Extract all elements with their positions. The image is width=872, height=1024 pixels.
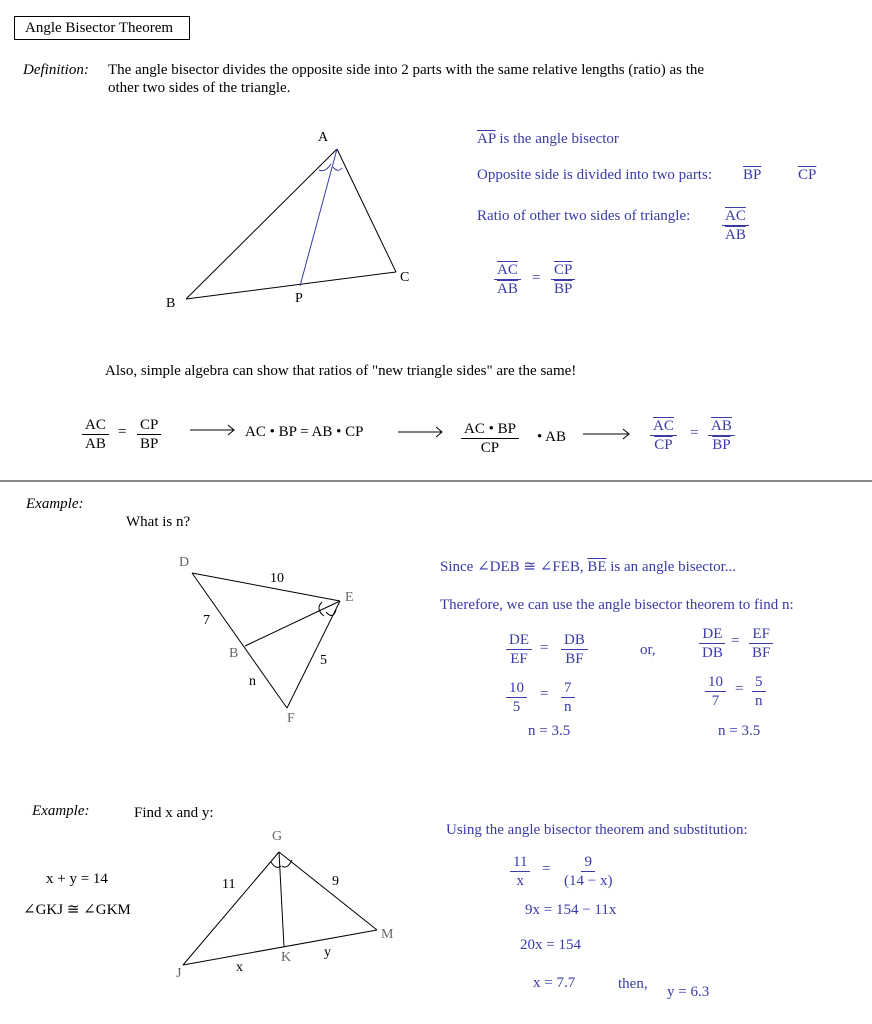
opposite-side-note: Opposite side is divided into two parts: xyxy=(477,167,712,183)
vertex-b2-label: B xyxy=(229,646,239,661)
ex1-eq3-right-den: BF xyxy=(752,645,771,661)
angle-icon: ∠ xyxy=(539,559,553,575)
ex1-eq1-left xyxy=(506,631,532,668)
ex2-equals: = xyxy=(542,861,551,877)
side-x-label: x xyxy=(236,960,243,975)
bisector-note xyxy=(477,131,619,148)
seg-ap: $\overline{AP}$ xyxy=(477,131,496,147)
eq1-equals: = xyxy=(532,270,541,286)
ex1-eq1-right xyxy=(561,631,588,668)
alg-f4 xyxy=(650,417,677,454)
alg-f1-num: AC xyxy=(82,416,109,435)
example2-question: Find x and y: xyxy=(134,805,214,821)
vertex-m-label: M xyxy=(381,927,394,942)
ex1-answer2: n = 3.5 xyxy=(718,723,761,739)
vertex-d-label: D xyxy=(179,555,190,570)
page-title-text: Angle Bisector Theorem xyxy=(25,20,174,36)
seg-be: $\overline{BE}$ xyxy=(587,559,607,575)
ex1-eq4-right xyxy=(752,673,766,710)
given-sum: x + y = 14 xyxy=(46,871,108,887)
vertex-a-label: A xyxy=(318,130,329,145)
congruent-icon: ≅ xyxy=(66,902,80,918)
ex1-eq4-left xyxy=(705,673,726,710)
alg-f1r xyxy=(137,416,161,453)
section-divider xyxy=(0,480,872,482)
ex1-eq1-left-den: EF xyxy=(510,651,528,667)
alg-f1r-den: BP xyxy=(140,436,159,452)
eq1-right-num: $\overline{CP}$ xyxy=(551,261,575,280)
angle-icon: ∠ xyxy=(83,902,96,918)
vertex-b-label: B xyxy=(166,296,176,311)
example1-label: Example: xyxy=(26,496,84,512)
ex1-eq3-left-num: DE xyxy=(699,625,725,644)
ex1-eq2-left xyxy=(506,679,527,716)
angle-feb: FEB, xyxy=(552,559,584,575)
using-statement: Using the angle bisector theorem and substitution: xyxy=(446,822,748,838)
ex2-answer: y = 6.3 xyxy=(667,984,710,1000)
eq1-left-den: AB xyxy=(497,281,518,297)
side-gj-label: 11 xyxy=(222,877,236,892)
congruent-icon: ≅ xyxy=(523,559,536,575)
therefore-statement: Therefore, we can use the angle bisector theorem to find n: xyxy=(440,597,794,613)
ex1-eq1-equals: = xyxy=(540,640,549,656)
alg-f4r-num: $\overline{AB}$ xyxy=(708,417,735,436)
ex1-eq4-left-num: 10 xyxy=(705,673,726,692)
part-cp: $\overline{CP}$ xyxy=(798,167,817,183)
given-angles xyxy=(23,900,131,919)
ex1-eq1-right-num: DB xyxy=(561,631,588,650)
ratio-fraction xyxy=(722,207,749,244)
ratio-num: $\overline{AC}$ xyxy=(722,207,749,226)
ex1-eq2-right-den: n xyxy=(564,699,572,715)
ratio-note: Ratio of other two sides of triangle: xyxy=(477,208,691,224)
ratio-den: AB xyxy=(725,227,746,243)
example1-question: What is n? xyxy=(126,514,191,530)
ex1-eq3-left-den: DB xyxy=(702,645,723,661)
vertex-c-label: C xyxy=(400,270,410,285)
ex1-eq4-equals: = xyxy=(735,681,744,697)
ex1-eq2-equals: = xyxy=(540,686,549,702)
example2-label: Example: xyxy=(32,803,90,819)
eq1-right-den: BP xyxy=(554,281,573,297)
ex1-eq4-right-den: n xyxy=(755,693,763,709)
alg-f1r-num: CP xyxy=(137,416,161,435)
angle-deb: DEB xyxy=(489,559,520,575)
algebra-intro: Also, simple algebra can show that ratios of "new triangle sides" are the same! xyxy=(105,363,577,379)
vertex-j-label: J xyxy=(176,966,182,981)
ex1-eq1-left-num: DE xyxy=(506,631,532,650)
part-bp: $\overline{BP}$ xyxy=(743,167,762,183)
vertex-f-label: F xyxy=(287,711,295,726)
ex2-frac-right-den: (14 − x) xyxy=(564,873,613,889)
angle-gkj: GKJ xyxy=(35,902,64,918)
alg-f3-den: CP xyxy=(480,440,500,456)
since-post: is an angle bisector... xyxy=(606,559,737,575)
ex1-eq3-right xyxy=(749,625,773,662)
ex1-eq4-right-num: 5 xyxy=(752,673,766,692)
alg-f3-num: AC • BP xyxy=(461,420,519,439)
ex1-eq2-left-num: 10 xyxy=(506,679,527,698)
ex1-eq1-right-den: BF xyxy=(565,651,584,667)
ex1-eq3-left xyxy=(699,625,726,662)
alg-f4-num: $\overline{AC}$ xyxy=(650,417,677,436)
alg-step2: AC • BP = AB • CP xyxy=(245,424,364,440)
ex2-step1: 9x = 154 − 11x xyxy=(525,902,617,918)
side-y-label: y xyxy=(324,945,331,960)
ex2-frac-right xyxy=(561,853,615,890)
alg-f3 xyxy=(461,420,519,457)
alg-f1 xyxy=(82,416,109,453)
vertex-g-label: G xyxy=(272,829,283,844)
ex1-eq2-right xyxy=(561,679,575,716)
side-bf-label: n xyxy=(249,674,256,689)
eq1-left-num: $\overline{AC}$ xyxy=(494,261,521,280)
definition-label: Definition: xyxy=(23,62,89,78)
angle-icon: ∠ xyxy=(23,902,36,918)
since-pre: Since xyxy=(440,559,478,575)
eq1-right xyxy=(551,261,575,298)
alg-f4r xyxy=(708,417,735,454)
point-p-label: P xyxy=(295,291,303,306)
side-ef-label: 5 xyxy=(320,653,327,668)
alg-f1-den: AB xyxy=(85,436,106,452)
ex2-frac-left-num: 11 xyxy=(510,853,530,872)
since-statement xyxy=(440,557,736,576)
angle-icon: ∠ xyxy=(477,559,490,575)
ex2-frac-left xyxy=(510,853,530,890)
bisector-note-text: is the angle bisector xyxy=(495,131,619,147)
definition-line2: other two sides of the triangle. xyxy=(108,80,291,96)
ex1-eq2-left-den: 5 xyxy=(512,699,521,715)
angle-gkm: GKM xyxy=(95,902,131,918)
side-de-label: 10 xyxy=(270,571,284,586)
alg-eq1: = xyxy=(118,424,127,440)
or-label: or, xyxy=(640,642,656,658)
vertex-e-label: E xyxy=(345,590,354,605)
definition-line1: The angle bisector divides the opposite side into 2 parts with the same relative lengths (ratio) as the xyxy=(108,62,705,78)
alg-f4r-den: BP xyxy=(712,437,731,453)
ex2-then: then, xyxy=(618,976,648,992)
ex2-frac-right-num: 9 xyxy=(581,853,595,872)
ex2-step2: 20x = 154 xyxy=(520,937,581,953)
alg-f4-den: CP xyxy=(654,437,673,453)
vertex-k-label: K xyxy=(281,950,292,965)
ex1-eq4-left-den: 7 xyxy=(711,693,720,709)
side-db-label: 7 xyxy=(203,613,210,628)
ex1-eq3-equals: = xyxy=(731,633,740,649)
ex2-step3: x = 7.7 xyxy=(533,975,576,991)
eq1-left xyxy=(494,261,521,298)
ex2-frac-left-den: x xyxy=(516,873,524,889)
ex1-answer1: n = 3.5 xyxy=(528,723,571,739)
side-gm-label: 9 xyxy=(332,874,339,889)
ex1-eq2-right-num: 7 xyxy=(561,679,575,698)
ex1-eq3-right-num: EF xyxy=(749,625,773,644)
alg-f3-tail: • AB xyxy=(537,429,567,445)
alg-eq4: = xyxy=(690,425,699,441)
